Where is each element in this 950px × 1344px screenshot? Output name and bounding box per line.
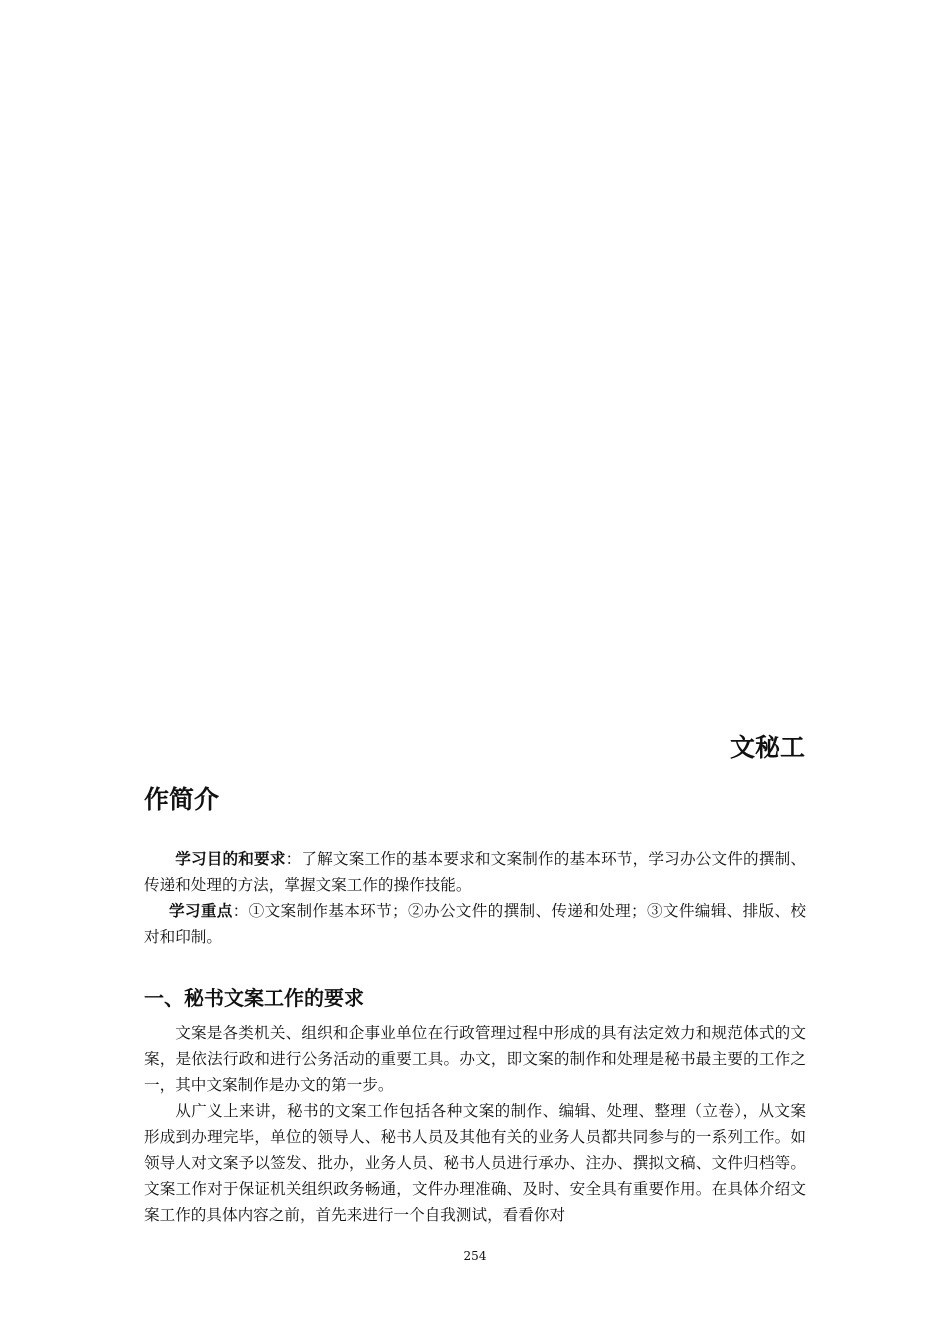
- key-points-label: 学习重点: [168, 902, 233, 920]
- section-heading: 一、秘书文案工作的要求: [144, 986, 364, 1010]
- key-points-text: ：①文案制作基本环节；②办公文件的撰制、传递和处理；③文件编辑、排版、校对和印制。: [144, 902, 806, 946]
- key-points: [144, 898, 806, 950]
- section-paragraph-1: 文案是各类机关、组织和企事业单位在行政管理过程中形成的具有法定效力和规范体式的文案，是依法行政和进行公务活动的重要工具。办文，即文案的制作和处理是秘书最主要的工作之一，其中文案制作是办文的第一步。: [144, 1024, 806, 1094]
- document-title-line-1: 文秘工: [729, 733, 805, 762]
- section-paragraph-2: 从广义上来讲，秘书的文案工作包括各种文案的制作、编辑、处理、整理（立卷），从文案形成到办理完毕，单位的领导人、秘书人员及其他有关的业务人员都共同参与的一系列工作。如领导人对文案予以签发、批办，业务人员、秘书人员进行承办、注办、撰拟文稿、文件归档等。文案工作对于保证机关组织政务畅通，文件办理准确、及时、安全具有重要作用。在具体介绍文案工作的具体内容之前，首先来进行一个自我测试，看看你对: [144, 1102, 806, 1224]
- learning-objectives-label: 学习目的和要求: [175, 850, 286, 868]
- document-title-line-2: 作简介: [144, 785, 220, 814]
- learning-objectives-text: ：了解文案工作的基本要求和文案制作的基本环节，学习办公文件的撰制、传递和处理的方法，掌握文案工作的操作技能。: [144, 850, 806, 894]
- page-number: 254: [463, 1249, 487, 1263]
- learning-objectives: [144, 846, 806, 898]
